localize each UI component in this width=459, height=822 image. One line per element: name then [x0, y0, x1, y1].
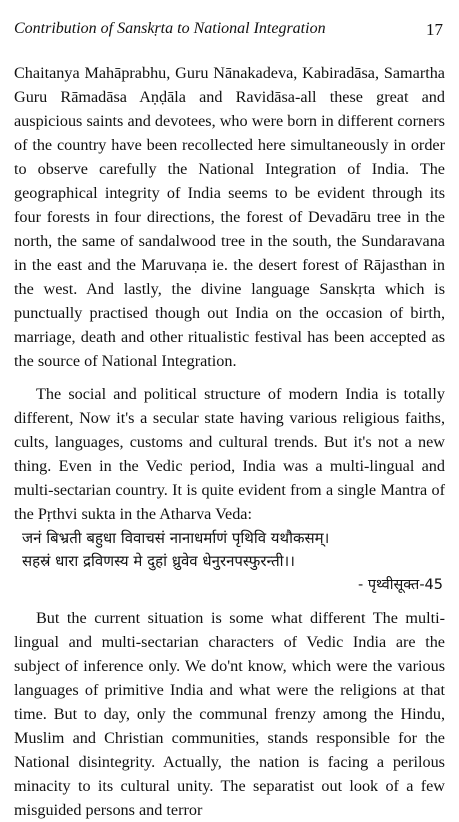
page-number: 17: [426, 20, 443, 39]
running-header: [14, 20, 443, 44]
sanskrit-verse-line-2: सहस्रं धारा द्रविणस्य मे दुहां ध्रुवेव धेनुरनपस्फुरन्ती।।: [22, 552, 295, 570]
sanskrit-verse-line-1: जनं बिभ्रती बहुधा विवाचसं नानाधर्माणं पृथिवि यथौकसम्।: [22, 529, 330, 547]
running-title: Contribution of Sanskṛta to National Integration: [14, 20, 326, 37]
paragraph-modern-india: The social and political structure of modern India is totally different, Now it's a secular state having various religious faiths, cults, languages, customs and cultural trends. But it's not a new thing. Even in the Vedic period, India was a multi-lingual and multi-sectarian country. It is quite evident from a single Mantra of the Pṛthvi sukta in the Atharva Veda:: [14, 385, 445, 523]
paragraph-saints-and-integration: Chaitanya Mahāprabhu, Guru Nānakadeva, Kabiradāsa, Samartha Guru Rāmadāsa Aṇḍāla and Ravidāsa-all these great and auspicious saints and devotees, who were born in different corners of the country have been recollected here simultaneously in order to observe carefully the National Integration of India. The geographical integrity of India seems to be evident through its four forests in four directions, the forest of Devadāru tree in the north, the same of sandalwood tree in the south, the Sundaravana in the east and the Maruvaṇa ie. the desert forest of Rājasthan in the west. And lastly, the divine language Sanskṛta which is punctually practised though out India on the occasion of birth, marriage, death and other ritualistic festival has been accepted as the source of National Integration.: [14, 64, 445, 370]
paragraph-current-situation: But the current situation is some what different The multi-lingual and multi-sectarian characters of Vedic India are the subject of inference only. We do'nt know, which were the various languages of primitive India and what were the religions at that time. But to day, only the communal frenzy among the Hindu, Muslim and Christian communities, stands responsible for the National disintegrity. Actually, the nation is facing a perilous minacity to its cultural unity. The separatist out look of a few misguided persons and terror: [14, 609, 445, 819]
verse-source-citation: - पृथ्वीसूक्त-45: [357, 577, 443, 593]
